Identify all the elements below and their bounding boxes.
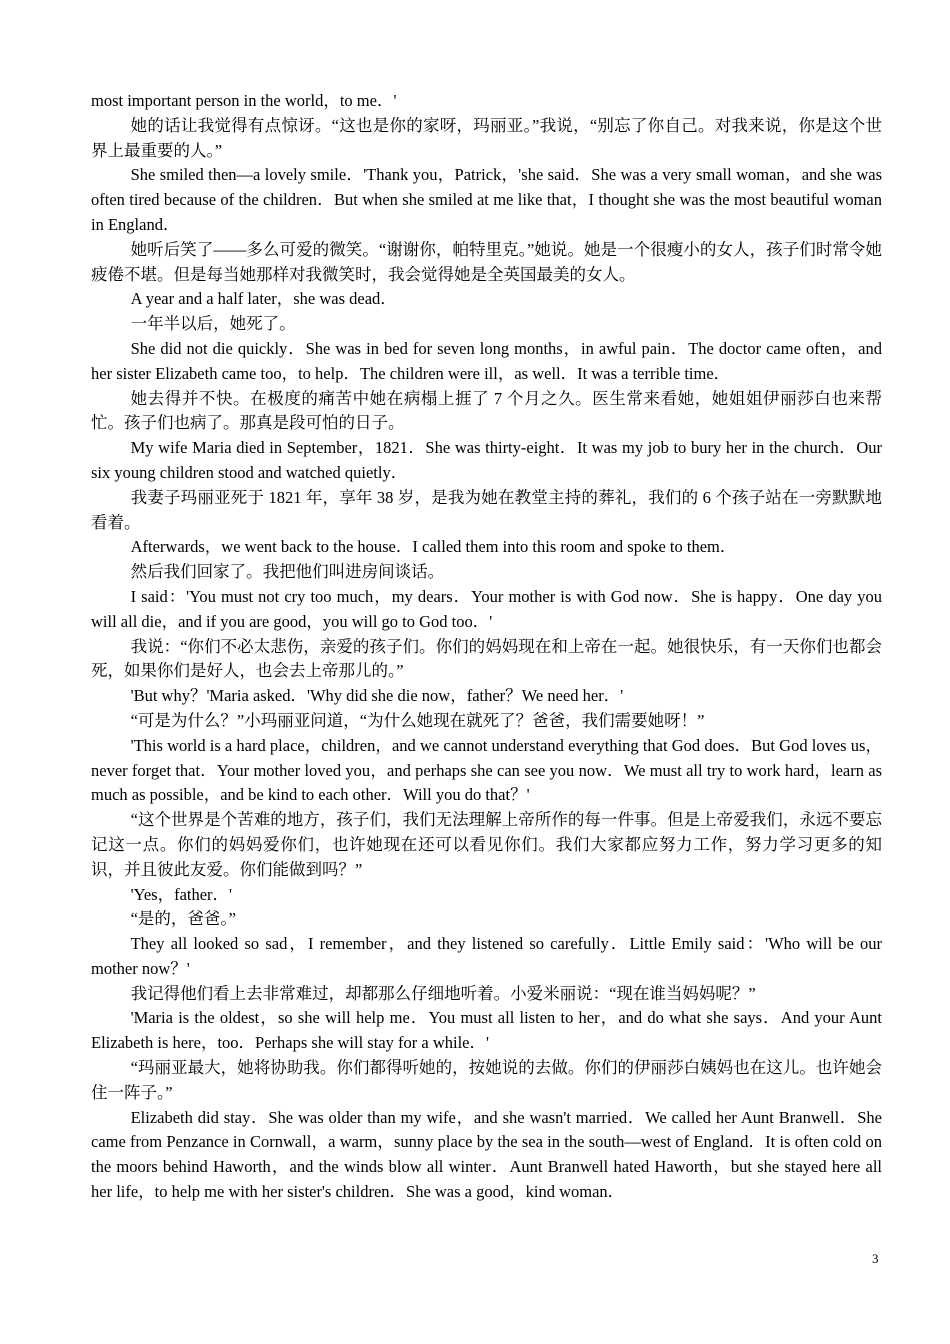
paragraph: most important person in the world，to me．' bbox=[91, 91, 397, 110]
paragraph: 'This world is a hard place，children，and we cannot understand everything that God does．But God loves us，never forget that．Your mother loved you，and perhaps she can see you now．We must all try to work hard，learn as much as possible，and be kind to each other．Will you do that？' bbox=[91, 735, 882, 805]
paragraph: “可是为什么？”小玛丽亚问道，“为什么她现在就死了？爸爸，我们需要她呀！” bbox=[130, 710, 705, 730]
paragraph: “这个世界是个苦难的地方，孩子们，我们无法理解上帝所作的每一件事。但是上帝爱我们，永远不要忘记这一点。你们的妈妈爱你们，也许她现在还可以看见你们。我们大家都应努力工作，努力学习更多的知识，并且彼此友爱。你们能做到吗？” bbox=[91, 810, 882, 879]
paragraph: 我妻子玛丽亚死于 1821 年，享年 38 岁，是我为她在教堂主持的葬礼，我们的 6 个孩子站在一旁默默地看着。 bbox=[91, 487, 882, 532]
paragraph: She smiled then—a lovely smile．'Thank you，Patrick，'she said．She was a very small woman，and she was often tired because of the children．But when she smiled at me like that，I thought she was the most beautiful woman in England． bbox=[91, 165, 882, 234]
paragraph: A year and a half later，she was dead． bbox=[130, 289, 397, 309]
paragraph: 我记得他们看上去非常难过，却都那么仔细地听着。小爱米丽说：“现在谁当妈妈呢？” bbox=[130, 983, 756, 1003]
paragraph: “是的，爸爸。” bbox=[130, 909, 236, 929]
paragraph: 然后我们回家了。我把他们叫进房间谈话。 bbox=[130, 562, 445, 582]
paragraph: 'Maria is the oldest，so she will help me．You must all listen to her，and do what she says．And your Aunt Elizabeth is here，too．Perhaps she will stay for a while．' bbox=[91, 1008, 882, 1053]
paragraph: Elizabeth did stay．She was older than my wife，and she wasn't married．We called her Aunt Branwell．She came from Penzance in Cornwall，a warm，sunny place by the sea in the south—west of England．It is often cold on the moors behind Haworth，and the winds blow all winter．Aunt Branwell hated Haworth，but she stayed here all her life，to help me with her sister's children．She was a good，kind woman． bbox=[91, 1107, 882, 1202]
paragraph: Afterwards，we went back to the house．I called them into this room and spoke to them． bbox=[130, 537, 737, 557]
page-number: 3 bbox=[872, 1251, 879, 1266]
paragraph: They all looked so sad，I remember，and they listened so carefully．Little Emily said：'Who will be our mother now？' bbox=[91, 934, 882, 978]
paragraph: I said：'You must not cry too much，my dears．Your mother is with God now．She is happy．One day you will all die，and if you are good，you will go to God too．' bbox=[91, 586, 882, 631]
paragraph: 'Yes，father．' bbox=[130, 884, 233, 904]
paragraph: 她听后笑了——多么可爱的微笑。“谢谢你，帕特里克。”她说。她是一个很瘦小的女人，孩子们时常令她疲倦不堪。但是每当她那样对我微笑时，我会觉得她是全英国最美的女人。 bbox=[91, 239, 882, 284]
paragraph: “玛丽亚最大，她将协助我。你们都得听她的，按她说的去做。你们的伊丽莎白姨妈也在这儿。也许她会住一阵子。” bbox=[91, 1058, 882, 1102]
paragraph: 她的话让我觉得有点惊讶。“这也是你的家呀，玛丽亚。”我说，“别忘了你自己。对我来说，你是这个世界上最重要的人。” bbox=[91, 115, 882, 160]
paragraph: My wife Maria died in September，1821．She was thirty-eight．It was my job to bury her in the church．Our six young children stood and watched quietly． bbox=[91, 438, 882, 482]
paragraph: 她去得并不快。在极度的痛苦中她在病榻上捱了 7 个月之久。医生常来看她，她姐姐伊丽莎白也来帮忙。孩子们也病了。那真是段可怕的日子。 bbox=[91, 388, 882, 433]
paragraph: 'But why？'Maria asked．'Why did she die now，father？We need her．' bbox=[130, 686, 624, 706]
paragraph: She did not die quickly．She was in bed for seven long months，in awful pain．The doctor came often，and her sister Elizabeth came too，to help．The children were ill，as well．It was a terrible time． bbox=[91, 338, 882, 383]
paragraph: 一年半以后，她死了。 bbox=[130, 314, 296, 334]
page-body-text bbox=[91, 89, 882, 1205]
paragraph: 我说：“你们不必太悲伤，亲爱的孩子们。你们的妈妈现在和上帝在一起。她很快乐，有一天你们也都会死，如果你们是好人，也会去上帝那儿的。” bbox=[91, 636, 882, 681]
